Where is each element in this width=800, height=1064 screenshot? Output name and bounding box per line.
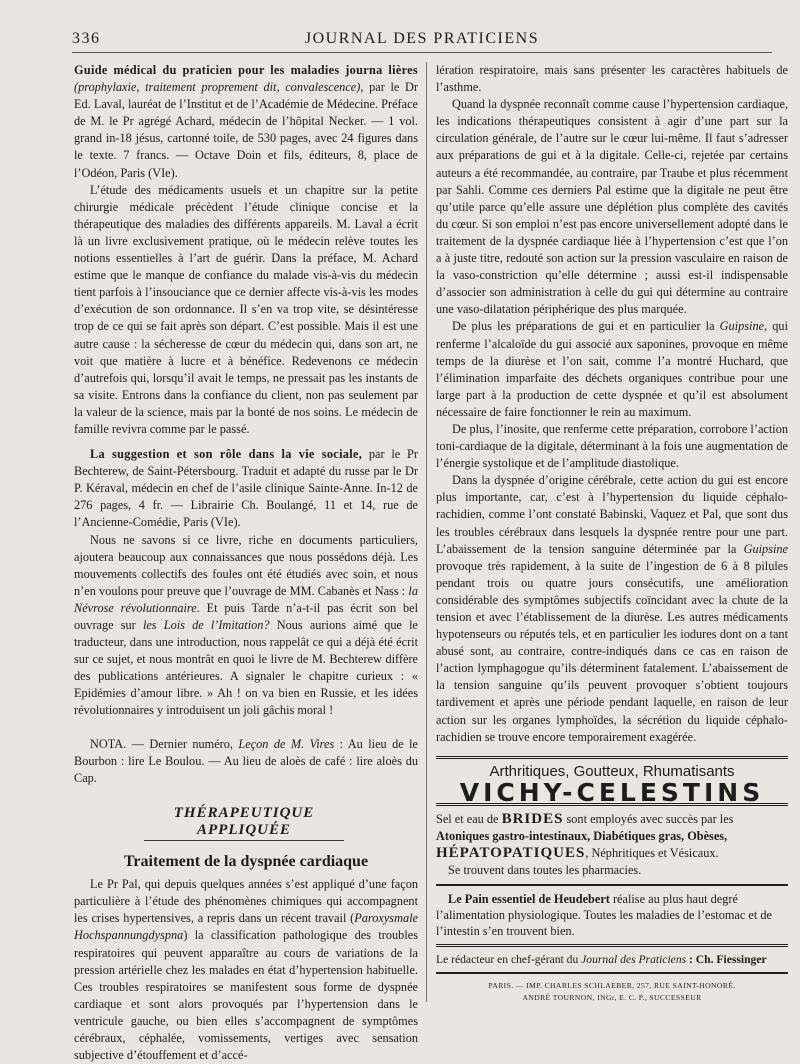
article-title: Traitement de la dyspnée cardiaque — [123, 853, 369, 871]
text-run: , Néphritiques et Vésicaux. — [585, 845, 719, 860]
nota — [74, 736, 418, 787]
ad-heudebert-brand: Le Pain essentiel de Heudebert — [448, 891, 610, 906]
article-paragraph: Quand la dyspnée reconnaît comme cause l’hypertension cardiaque, les indications thérapeutiques consistent à agir d’une part sur la circulation générale, de l’autre sur le cœur lui-même. Il faut s’adresser aux préparations de gui et à la digitale. Celle-ci, rejetée par certains auteurs a été recommandée, au contraire, par Traube et plus récemment par Sahli. Comme ces derniers Pal estime que la digitale ne peut être qu’utile parce qu’elle assure une déplétion plus complète des cavités du cœur. Si son emploi n’est pas encore universellement adopté dans le traitement de la dyspnée cardiaque liée à l’hypertension c’est que l’on a à juste titre, redouté son action sur la pression vasculaire en raison de la vaso-constriction qu’elle détermine ; aussi est-il indispensable d’associer son administration à celle du gui qui détermine au contraire une vaso-dilatation périphérique des plus marquée. — [436, 97, 788, 317]
text-run: Le Pr Pal, qui depuis quelques années s’est appliqué d’une façon particulière à l’étude des phénomènes chimiques qui accompagnent les crises hypertensives, a repris dans un récent travail ( — [74, 877, 418, 926]
article-body — [74, 876, 418, 1064]
review-guide-medical — [74, 62, 418, 182]
article-paragraph — [436, 472, 788, 746]
text-run: Sel et eau de — [436, 811, 502, 826]
text-run: Dans la dyspnée d’origine cérébrale, cette action du gui est encore plus importante, car, c’est à l’hypertension du liquide céphalo-rachidien, comme l’ont constaté Babinski, Vaquez et Pal, que sont dus les troubles cérébraux dans lesquels la dyspnée rentre pour une part. L’abaissement de la tension sanguine déterminée par la — [436, 473, 788, 556]
left-column — [74, 62, 418, 1064]
review-title: Guide médical du praticien pour les maladies journa lières — [74, 63, 418, 77]
review-title: La suggestion et son rôle dans la vie sociale, — [90, 447, 363, 462]
text-run: Nous aurions aimé que le traducteur, dans une introduction, nous rappelât ce qui a déjà été écrit sur ce sujet, et nous montrât en quoi le livre de M. Bechterew diffère des publications antérieures. A signaler le chapitre curieux : « Epidémies d’amour libre. » Ah ! on va bien en Russie, et les idées révolutionnaires y introduisent un joli gâchis moral ! — [74, 618, 418, 718]
review-suggestion — [74, 446, 418, 531]
review-body — [74, 532, 418, 720]
ad-brides-line — [436, 811, 788, 845]
ad-brides — [436, 806, 788, 886]
column-divider — [426, 62, 427, 1002]
ad-brides-brand: BRIDES — [501, 810, 564, 827]
text-run: ) la classification pathologique des troubles respiratoires qui peuvent apparaître au cours de variations de la pression artérielle chez les malades en état d’hypertension habituelle. Ces troubles respiratoires se manifestent sous forme de dyspnée cardiaque et sont alors provoqués par l’hypertension dans le ventricule gauche, ou bien elles s’accompagnent de symptômes cérébraux, céphalée, vomissements, vertiges avec sensation subjective d’étouffement et d’accé- — [74, 928, 418, 1063]
article-paragraph — [436, 318, 788, 421]
review-intro: par le Dr Ed. Laval, lauréat de l’Institut et de l’Académie de Médecine. Préface de M. le Pr agrégé Achard, médecin de l’hôpital Necker. — 1 vol. grand in-18 jésus, cartonné toile, de 530 pages, avec 24 figures dans le texte. 7 francs. — Octave Doin et fils, éditeurs, 8, place de l’Odéon, Paris (VIe). — [74, 80, 419, 180]
text-run: . Et puis Tarde n’a-t-il pas écrit son bel ouvrage sur — [74, 600, 418, 632]
text-run: réalise au plus haut degré l’alimentation physiologique. Toutes les maladies de l’estomac et de l’intestin s’en trouvent bien. — [436, 891, 772, 938]
ad-heudebert — [436, 886, 788, 947]
journal-name: Journal des Praticiens — [581, 952, 687, 966]
text-run: De plus les préparations de gui et en particulier la — [452, 319, 720, 334]
text-run: Atoniques gastro-intestinaux, Diabétiques gras, Obèses, — [436, 828, 728, 843]
section-title: THÉRAPEUTIQUE APPLIQUÉE — [144, 805, 344, 841]
product-name: Guipsine — [719, 319, 765, 334]
text-run: Le rédacteur en chef-gérant du — [436, 952, 582, 966]
ad-vichy-brand: VICHY-CELESTINS — [459, 777, 765, 807]
ad-brides-line — [436, 845, 788, 862]
text-run — [436, 892, 448, 906]
right-column — [436, 62, 788, 1004]
page-header — [72, 26, 772, 53]
text-run: provoque très rapidement, à la suite de l’ingestion de 6 à 8 pilules pendant trois ou quatre jours consécutifs, une amélioration considérable des symptômes subjectifs coïncidant avec la chute de la tension et avec l’établissement de la diurèse. Les autres médicaments hypotenseurs ou réputés tels, et en particulier les iodures dont on a tant abusé sont, au contraire, contre-indiqués dans ce cas en raison de l’action lymphagogue qu’ils déterminent fatalement. L’abaissement de la tension sanguine qu’ils peuvent provoquer s’obtient toujours tardivement et après une période pendant laquelle, en raison de leur action sur les organes lymphoïdes, la sécrétion du liquide céphalo-rachidien se trouve encore temporairement exagérée. — [436, 558, 788, 744]
text-run: , qui renferme l’alcaloïde du gui associé aux saponines, provoque en même temps de la diurèse et l’on sait, comme l’a montré Huchard, que l’élimination imparfaite des déchets organiques contribue pour une large part à la production de cette dyspnée et qu’il est absolument nécessaire de faire fonctionner le rein au maximum. — [436, 319, 788, 419]
product-name: Guipsine — [743, 541, 788, 556]
editor-name: : Ch. Fiessinger — [686, 952, 767, 966]
lecon-title: Leçon de M. Vires — [238, 736, 335, 751]
article-paragraph: De plus, l’inosite, que renferme cette préparation, corrobore l’action toni-cardiaque de la digitale, déterminant à la fois une augmentation de l’énergie systolique et de l’amplitude diastolique. — [436, 421, 788, 471]
text-run: : Au lieu de le Bourbon : lire Le Boulou. — Au lieu de aloès de café : lire aloès du Cap. — [74, 736, 419, 785]
imprint — [436, 980, 788, 1004]
review-intro: par le Pr Bechterew, de Saint-Pétersbourg. Traduit et adapté du russe par le Dr P. Kéraval, médecin en chef de l’asile clinique Sainte-Anne. In-12 de 276 pages, 4 fr. — Librairie Ch. Boulangé, 11 et 14, rue de l’Ancienne-Comédie, Paris (VIe). — [74, 447, 418, 530]
book-title: la Névrose révolutionnaire — [74, 583, 418, 615]
book-title: les Lois de l’Imitation? — [142, 618, 270, 632]
page-number: 336 — [72, 30, 101, 47]
journal-title: JOURNAL DES PRATICIENS — [304, 30, 540, 47]
article-continued: lération respiratoire, mais sans présenter les caractères habituels de l’asthme. — [436, 63, 788, 95]
review-subtitle: (prophylaxie, traitement proprement dit, convalescence), — [74, 80, 364, 95]
review-body: L’étude des médicaments usuels et un chapitre sur la petite chirurgie médicale précèdent l’étude clinique concise et la thérapeutique des maladies des différents appareils. M. Laval a écrit là un livre exclusivement pratique, où le médecin relève toutes les notions essentielles à l’art de guérir. Dans la préface, M. Achard estime que le manque de confiance du malade vis-à-vis du médecin tient parfois à l’insouciance que ce dernier affecte vis-à-vis les modes d’exécution de son ordonnance. Il s’en va trop vite, se désintéresse trop de ce qui se fait après son départ. C’est possible. Mais il est une autre cause : la sécheresse de cœur du médecin qui, dans son art, ne voit que matière à lucre et à bénéfice. Redevenons ce médecin d’autrefois qui, lorsqu’il avait le temps, ne pressait pas les instants de sa visite. Entrons dans la confiance du client, non pas seulement par la valeur de la science, mais par la bonté de nos soins. Le médecin de famille revivra comme par le passé. — [74, 182, 418, 436]
ad-brides-hepato: HÉPATOPATIQUES — [436, 844, 586, 861]
ad-brides-note: Se trouvent dans toutes les pharmacies. — [448, 862, 642, 877]
text-run: sont employés avec succès par les — [563, 811, 734, 826]
german-title: Paroxysmale Hochspannungdyspna — [74, 911, 418, 943]
advertisements — [436, 756, 788, 1004]
ad-vichy-line: Arthritiques, Goutteux, Rhumatisants — [489, 762, 735, 780]
text-run: Nous ne savons si ce livre, riche en documents particuliers, ajoutera beaucoup aux connaissances que nous possédons déjà. Les mouvements collectifs des foules ont été étudiés avec soin, et nous n’en voulons pour preuve que l’ouvrage de MM. Cabanès et Nass : — [74, 532, 418, 598]
text-run: NOTA. — Dernier numéro, — [90, 736, 239, 751]
imprint-line: ANDRÉ TOURNON, INGr, E. C. P., SUCCESSEUR — [522, 993, 702, 1003]
imprint-line: PARIS. — IMP. CHARLES SCHLAEBER, 257, RUE SAINT-HONORÉ. — [488, 981, 736, 991]
editor-line — [436, 947, 788, 974]
ad-vichy — [436, 759, 788, 806]
